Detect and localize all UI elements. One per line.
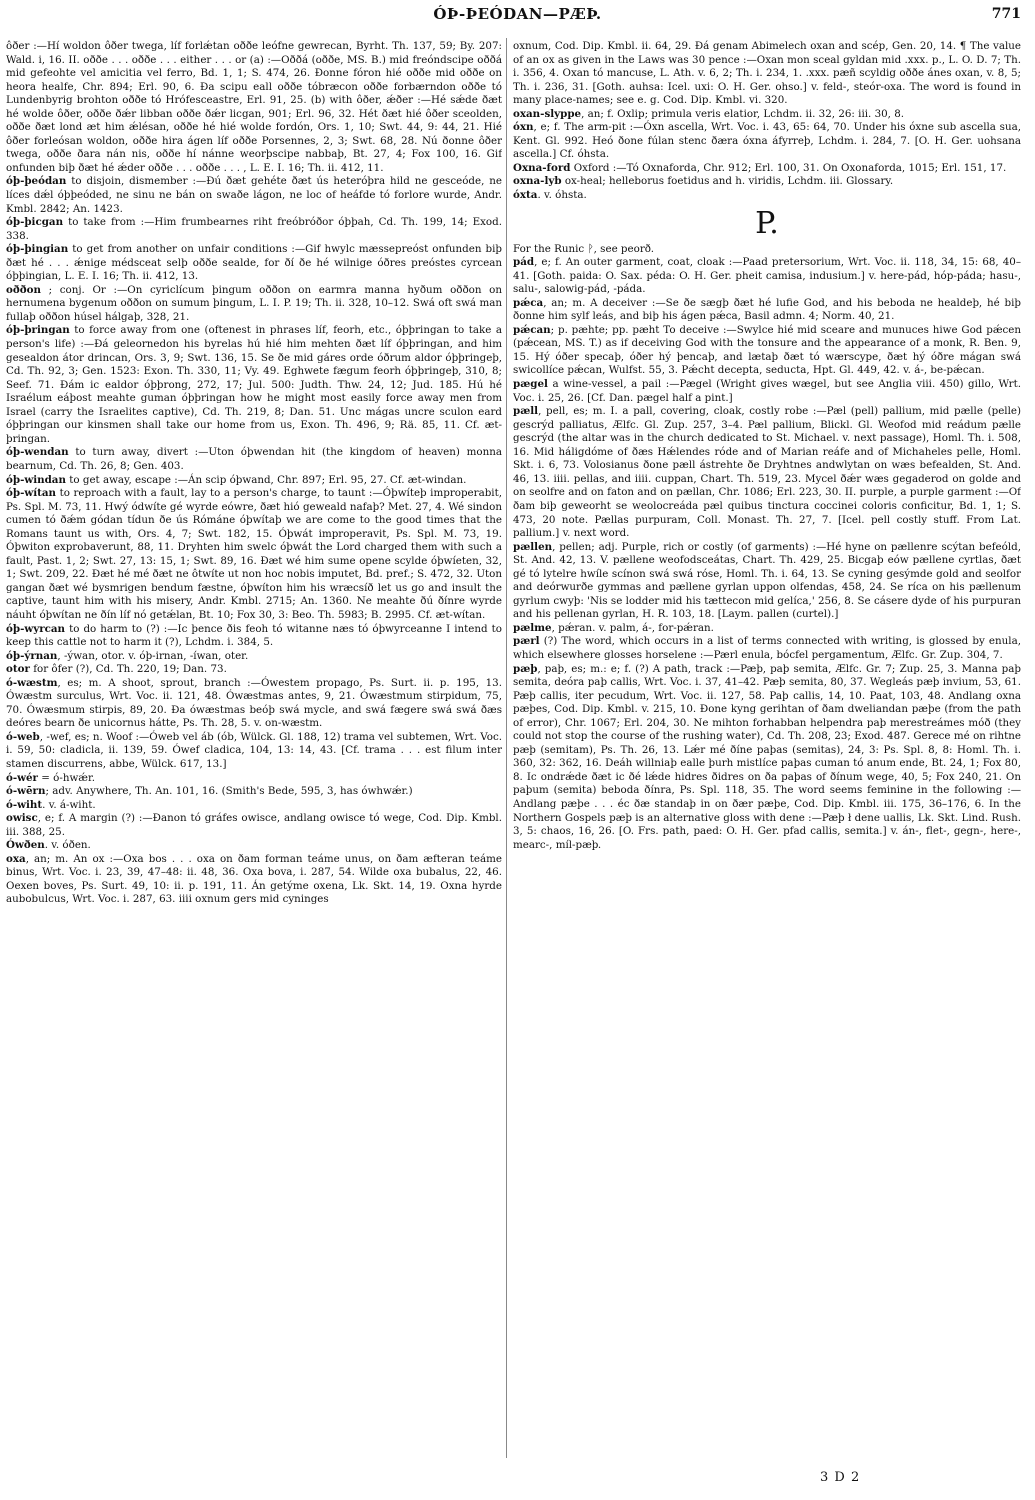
headword: óxta [513, 189, 538, 202]
headword: ó-web [6, 730, 40, 743]
entry-body: ; p. pæhte; pp. pæht To deceive :—Swylce hié mid sceare and munuces hiwe God pǽcen (pǽcean, MS. T.) as if deceiving God with the tonsure and the appearance of a monk, R. Ben. 9, 15. Hý óðer specaþ, óðer hý þencaþ, and lætaþ ðæt tó wærscype, ðæt hý óðre mágan swá swicollíce pǽcan, Wulfst. 55, 3. Pǽcht decepta, seducta, Hpt. Gl. 449, 42. v. á-, be-pǽcan. [513, 323, 1021, 377]
dictionary-entry [6, 487, 502, 622]
page-header [0, 0, 1035, 28]
entry-body: . v. óhsta. [537, 189, 587, 202]
headword: ó-wērn [6, 785, 46, 798]
headword: óþ-ýrnan [6, 649, 58, 662]
entry-body: ; conj. Or :—On cyriclícum þingum oððon on earmra manna hyðum oððon on hernumena bygenum oððon on sumum þingum, L. I. P. 19; Th. ii. 328, 10–12. Swá oft swá man fullaþ oððon húsel hálgaþ, 328, 21. [6, 283, 502, 323]
headword: pád [513, 256, 535, 269]
dictionary-entry [6, 785, 502, 799]
entry-body: to get from another on unfair conditions :—Gif hwylc mæssepreóst onfunden biþ ðæt hé . . . ǽnige médsceat selþ oððe sealde, for ðí ðe hé wilnige óðres preóstes cyrcean óþþingian, L. E. I. 16; Th. ii. 412, 13. [6, 243, 502, 283]
headword: pǽcan [513, 323, 551, 336]
entry-body: a wine-vessel, a pail :—Pægel (Wright gives wægel, but see Anglia viii. 450) gillo, Wrt. Voc. i. 25, 26. [Cf. Dan. pægel half a pint.] [513, 378, 1021, 404]
entry-body: , an; m. An ox :—Oxa bos . . . oxa on ðam forman teáme unus, on ðam æfteran teáme binus, Wrt. Voc. i. 23, 39, 47–48: ii. 48, 36. Oxa bova, i. 287, 54. Wilde oxa bubalus, 22, 46. Oexen boves, Ps. Surt. 49, 10: ii. p. 191, 11. Án getýme oxena, Lk. Skt. 14, 19. Oxna hyrde aubobulcus, Wrt. Voc. i. 287, 63. iiii oxnum gers mid cyninges [6, 852, 502, 906]
dictionary-entry [6, 663, 502, 677]
entry-body: for ôfer (?), Cd. Th. 220, 19; Dan. 73. [29, 663, 227, 676]
signature-mark: 3 D 2 [820, 1470, 861, 1485]
entry-body: . v. á-wiht. [42, 798, 96, 811]
dictionary-entry [6, 650, 502, 664]
headword: pællen [513, 540, 553, 553]
entry-body: , e; f. A margin (?) :—Ðanon tó gráfes owisce, andlang owisce tó wege, Cod. Dip. Kmbl. iii. 388, 25. [6, 812, 502, 838]
entry-body: , e; f. An outer garment, coat, cloak :—Paad pretersorium, Wrt. Voc. ii. 118, 34, 15: 68, 40–41. [Goth. paida: O. Sax. péda: O. H. Ger. pheit camisa, indusium.] v. here-pád, hóp-páda; hasu-, salu-, salowig-pád, -páda. [513, 256, 1021, 296]
headword: óþ-wyrcan [6, 622, 66, 635]
entry-body: , paþ, es; m.: e; f. (?) A path, track :—Pæþ, paþ semita, Ælfc. Gr. 7; Zup. 25, 3. Manna paþ semita, deóra paþ callis, Wrt. Voc. i. 37, 41–42. Pæþ semita, 80, 37. Wegleás pæþ invium, 53, 61. Pæþ callis, iter pecudum, Wrt. Voc. ii. 127, 58. Paþ callis, 14, 10. Paat, 103, 48. Andlang oxna pæþes, Cod. Dip. Kmbl. v. 215, 10. Ðone kyng gerihtan of ðam dweliandan pæþe (from the path of error), Chr. 1067; Erl. 204, 30. Ne mihton forhabban helpendra paþ merestreámes móð (they could not stop the course of the rushing water), Cd. Th. 208, 23; Exod. 487. Gerece mé on rihtne pæþ (semitam), Ps. Th. 26, 13. Lǽr mé ðíne paþas (semitas), 24, 3: Ps. Spl. 8, 8: Homl. Th. i. 360, 32: 362, 16. Deáh willniaþ ealle þurh mistlíce paþas cuman tó anum ende, Bt. 24, 1; Fox 80, 8. Ic ondrǽde ðæt ic ðé lǽde hidres ðidres on ða paþas of ðínum wege, 40, 5; Fox 240, 21. On paþum (semita) beboda ðínra, Ps. Spl. 118, 35. The word seems feminine in the following :—Andlang pæþe . . . éc ðæ standaþ in on ðær pæþe, Cod. Dip. Kmbl. iii. 175, 36–176, 6. In the Northern Gospels pæþ is an alternative gloss with dene :—Pæþ ł dene uallis, Lk. Skt. Lind. Rush. 3, 5: chaos, 16, 26. [O. Frs. path, paed: O. H. Ger. pfad callis, semita.] v. án-, flet-, gegn-, here-, mearc-, míl-pæþ. [513, 662, 1021, 851]
entry-body: , pell, es; m. I. a pall, covering, cloak, costly robe :—Pæl (pell) pallium, mid pælle (pelle) gescrýd palliatus, Ælfc. Gl. Zup. 257, 3–4. Pæl pallium, Blickl. Gl. Weofod mid reádum pælle gescrýd (the altar was in the church dedicated to St. Michael. v. next passage), Homl. Th. i. 508, 16. Mid háligdóme of ðæs Hǽlendes róde and of Marian reáfe and of Michaheles pelle, Homl. Skt. i. 6, 73. Volosianus ðone pæll ástrehte ðe Dryhtnes andwlytan on wæs befealden, St. And. 46, 13. iiii. pellas, and iiii. cuppan, Chart. Th. 519, 23. Mycel ðǽr wæs gegaderod on golde and on seolfre and on faton and on pællan, Chr. 1086; Erl. 223, 30. II. purple, a purple garment :—Of ðam biþ geweorht se weolocreáda pæl quibus tinctura coccinei coloris conficitur, Bd. 1, 1; S. 473, 20 note. Pællas purpuram, Coll. Monast. Th. 27, 7. [Icel. pell costly stuff. From Lat. pallium.] v. next word. [513, 405, 1021, 540]
dictionary-entry [513, 108, 1021, 122]
entry-body: (?) The word, which occurs in a list of terms connected with writing, is glossed by enula, which elsewhere glosses horselene :—Pærl enula, bócfel pergamentum, Ælfc. Gr. Zup. 304, 7. [513, 635, 1021, 661]
entry-body: , -ýwan, otor. v. óþ-irnan, -íwan, oter. [57, 649, 249, 662]
entry-body: For the Runic ᚹ, see peorð. [513, 242, 655, 255]
entry-body: , pellen; adj. Purple, rich or costly (of garments) :—Hé hyne on pællenre scýtan befeóld, St. And. 42, 13. V. pællene weofodsceátas, Chart. Th. 429, 25. Bicgaþ eów pællene cyrtlas, ðæt gé tó lytelre hwíle scínon swá swá róse, Homl. Th. i. 64, 13. Se cyning gesýmde gold and seolfor and deórwurðe gymmas and pællene gyrlan uppon olfendas, 458, 24. Se ríca on his pællenum gyrlum cwyþ: 'Nis se lodder mid his tættecon mid gelíca,' 256, 8. Se cásere dyde of his purpuran and his pellenan gyrlan, H. R. 103, 18. [Laym. pallen (curtel).] [513, 540, 1021, 621]
headword: ó-wiht [6, 798, 43, 811]
entry-body: , pǽran. v. palm, á-, for-pǽran. [551, 621, 714, 634]
dictionary-entry [513, 175, 1021, 189]
headword: óþ-wendan [6, 446, 69, 459]
dictionary-entry [6, 243, 502, 284]
dictionary-entry [6, 677, 502, 731]
dictionary-entry [6, 853, 502, 907]
entry-body: to force away from one (oftenest in phrases líf, feorh, etc., óþþringan to take a person's life) :—Ðá geleornedon his byrelas hú hié him mehten ðæt líf óþþringan, and him gesealdon átor drincan, Ors. 3, 9; Swt. 136, 15. Se ðe mid gáres orde óðrum aldor óþþringeþ, Cd. Th. 92, 3; Gen. 1523: Exon. Th. 330, 11; Vy. 49. Eghwete fægum feorh óþþringeþ, 310, 8; Seef. 71. Ðám ic ealdor óþþrong, 272, 17; Jul. 500: Judth. Thw. 24, 12; Jud. 185. Hú hé Israélum eáþost meahte guman óþþringan how he might most easily force away men from Israel (carry the Israelites captive), Cd. Th. 219, 8; Dan. 51. Unc mágas uncre sculon eard óþþringan our kinsmen shall take our home from us, Exon. Th. 496, 9; Rä. 85, 11. Cf. æt-þringan. [6, 324, 502, 445]
dictionary-entry [6, 731, 502, 772]
entry-body: to take from :—Him frumbearnes riht freóbróðor óþþah, Cd. Th. 199, 14; Exod. 338. [6, 216, 502, 242]
entry-body: . v. óðen. [44, 839, 91, 852]
headword: oððon [6, 283, 41, 296]
dictionary-entry [513, 622, 1021, 636]
entry-body: ôðer :—Hí woldon ôðer twega, líf forlǽtan oððe leófne gewrecan, Byrht. Th. 137, 59; By. 207: Wald. i, 16. II. oððe . . . oððe . . . either . . . or (a) :—Oððá (oððe, MS. B.) mid freóndscipe oððá mid gefeohte vel amicitia vel ferro, Bd. 1, 1; S. 474, 26. Ðonne fóron hié oððe mid oððe on heora healfe, Chr. 894; Erl. 90, 6. Ða scipu eall oððe tóbræcon oððe forbærndon oððe tó Lundenbyrig brohton oððe tó Hrófesceastre, Erl. 91, 25. (b) with ôðer, ǽðer :—Hé sǽde ðæt hé wolde ôðer, oððe ðǽr libban oððe ðǽr licgan, 901; Erl. 96, 32. Hét ðæt hié ôðer sceolden, oððe ðæt lond æt him ǽlésan, oððe hé hié wolde fordón, Ors. 1, 10; Swt. 44, 9: 44, 21. Hié ôðer forleósan woldon, oððe hira ágen líf oððe Porsennes, 2, 3; Swt. 68, 28. Nú ðonne ôðer twega, oððe ðara nán nis, oððe hí nánne weorþscipe nabbaþ, Bt. 27, 4; Fox 100, 16. Gif onfunden biþ ðæt hé ǽder oððe . . . oððe . . . , L. E. I. 16; Th. ii. 412, 11. [6, 40, 502, 174]
dictionary-entry [513, 40, 1021, 108]
dictionary-entry [6, 799, 502, 813]
headword: óþ-wítan [6, 487, 57, 500]
entry-body: to disjoin, dismember :—Ðú ðæt gehéte ðæt ús heteróþra hild ne gesceóde, ne líces dǽl óþþeóded, ne sinu ne bán on swaðe lágon, ne loc of heáfde tó forlore wurde, Andr. Kmbl. 2842; An. 1423. [6, 175, 502, 215]
entry-body: ox-heal; helleborus foetidus and h. viridis, Lchdm. iii. Glossary. [561, 175, 894, 188]
headword: oxa [6, 852, 26, 865]
dictionary-entry [513, 378, 1021, 405]
dictionary-entry [513, 256, 1021, 297]
entry-body: , -wef, es; n. Woof :—Óweb vel áb (ób, Wülck. Gl. 188, 12) trama vel subtemen, Wrt. Voc. i. 59, 50: cladicla, ii. 139, 59. Ówef cladica, 104, 13: 14, 43. [Cf. trama . . . est filum inter stamen discurrens, abbe, Wülck. 617, 13.] [6, 730, 502, 770]
dictionary-entry [513, 635, 1021, 662]
dictionary-entry [6, 474, 502, 488]
entry-body: , an; f. Oxlip; primula veris elatior, Lchdm. ii. 32, 26: iii. 30, 8. [581, 107, 905, 120]
page-number: 771 [991, 6, 1021, 22]
headword: Oxna-ford [513, 161, 571, 174]
headword: ó-wæstm [6, 676, 58, 689]
headword: pæll [513, 405, 539, 418]
dictionary-entry [513, 663, 1021, 853]
dictionary-entry [513, 243, 1021, 257]
dictionary-entry [513, 541, 1021, 622]
headword: pærl [513, 635, 540, 648]
dictionary-entry [513, 405, 1021, 540]
headword: óþ-þingian [6, 243, 69, 256]
headword: óþ-þringan [6, 324, 70, 337]
dictionary-entry [513, 121, 1021, 162]
dictionary-entry [513, 324, 1021, 378]
headword: pælme [513, 621, 552, 634]
headword: óþ-þeódan [6, 175, 67, 188]
headword: pæþ [513, 662, 538, 675]
headword: ó-wér [6, 771, 38, 784]
headword: óxn [513, 121, 534, 134]
headword: óþ-windan [6, 473, 66, 486]
column-divider [506, 38, 507, 1458]
entry-body: Oxford :—Tó Oxnaforda, Chr. 912; Erl. 100, 31. On Oxonaforda, 1015; Erl. 151, 17. [570, 161, 1007, 174]
headword: Ówðen [6, 839, 45, 852]
dictionary-entry [6, 812, 502, 839]
running-title: ÓÞ-ÞEÓDAN—PÆÞ. [433, 5, 602, 23]
dictionary-entry [6, 623, 502, 650]
dictionary-entry [6, 324, 502, 446]
entry-body: to reproach with a fault, lay to a person's charge, to taunt :—Óþwíteþ improperabit, Ps. Spl. M. 73, 11. Hwý ódwíte gé wyrde eówre, ðæt hió geweald nafaþ? Met. 27, 4. Wé sindon cumen tó ðǽm gódan tídun ðe ús Rómáne óþwítaþ we are come to the good times that the Romans taunt us with, Ors. 4, 7; Swt. 182, 15. Óþwát improperavit, Ps. Spl. M. 73, 19. Óþwiton exprobaverunt, 88, 11. Dryhten him swelc óþwát the Lord charged them with such a fault, Past. 1, 2; Swt. 27, 13: 15, 1; Swt. 89, 16. Ðæt wé him sume opene scylde óþwíeten, 32, 1; Swt. 209, 22. Ðæt hé mé ðæt ne ôtwíte ut non hoc nobis imputet, Bd. pref.; S. 472, 32. Uton gangan ðæt wé bysmrigen bendum fæstne, óþwíton him his wræcsíð let us go and insult the captive, taunt him with his misery, Andr. Kmbl. 2715; An. 1360. Ne meahte ðú ðínre wyrde náuht óþwítan ne ðín líf nó getǽlan, Bt. 10; Fox 30, 3: Beo. Th. 5983; B. 2995. Cf. æt-wítan. [6, 487, 502, 621]
dictionary-entry [6, 839, 502, 853]
headword: pǽca [513, 296, 544, 309]
entry-body: oxnum, Cod. Dip. Kmbl. ii. 64, 29. Ðá genam Abimelech oxan and scép, Gen. 20, 14. ¶ The value of an ox as given in the Laws was 30 pence :—Oxan mon sceal gyldan mid .xxx. p., L. O. D. 7; Th. i. 356, 4. Oxan tó mancuse, L. Ath. v. 6, 2; Th. i. 234, 1. .xxx. pæñ scyldig oððe ánes oxan, v. 8, 5; Th. i. 236, 31. [Goth. auhsa: Icel. uxi: O. H. Ger. ohso.] v. feld-, steór-oxa. The word is found in many place-names; see e. g. Cod. Dip. Kmbl. vi. 320. [513, 40, 1021, 107]
section-letter: P. [755, 205, 779, 241]
entry-body: to turn away, divert :—Uton óþwendan hit (the kingdom of heaven) monna bearnum, Cd. Th. 26, 8; Gen. 403. [6, 446, 502, 472]
headword: oxan-slyppe [513, 107, 582, 120]
left-column [6, 40, 502, 1450]
entry-body: to do harm to (?) :—Ic þence ðis feoh tó witanne næs tó óþwyrceanne I intend to keep this cattle not to harm it (?), Lchdm. i. 384, 5. [6, 622, 502, 649]
entry-body: , e; f. The arm-pit :—Óxn ascella, Wrt. Voc. i. 43, 65: 64, 70. Under his óxne sub ascella sua, Kent. Gl. 992. Heó ðone fúlan stenc ðæra óxna áfyrreþ, Lchdm. i. 284, 7. [O. H. Ger. uohsana ascella.] Cf. óhsta. [513, 121, 1021, 161]
right-column [513, 40, 1021, 1450]
entry-body: , es; m. A shoot, sprout, branch :—Ówestem propago, Ps. Surt. ii. p. 195, 13. Ówæstm surculus, Wrt. Voc. ii. 121, 48. Ówæstmas antes, 9, 21. Ówæstmum stirpidum, 75, 70. Ówæsmum stirpis, 89, 20. Ða ówæstmas beóþ swá mycle, and swá fægere swá swá ðæs deóres bearn ðe unicornus hátte, Ps. Th. 28, 5. v. on-wæstm. [6, 676, 502, 730]
entry-body: , an; m. A deceiver :—Se ðe sægþ ðæt hé lufie God, and his beboda ne healdeþ, hé biþ ðonne him sylf leás, and biþ his ágen pǽca, Basil admn. 4; Norm. 40, 21. [513, 296, 1021, 323]
dictionary-entry [6, 446, 502, 473]
dictionary-entry [513, 297, 1021, 324]
headword: owisc [6, 812, 38, 825]
headword: pægel [513, 378, 548, 391]
entry-body: = ó-hwǽr. [37, 771, 96, 784]
dictionary-entry [6, 40, 502, 175]
dictionary-entry [6, 216, 502, 243]
dictionary-entry [513, 162, 1021, 176]
headword: oxna-lyb [513, 175, 562, 188]
entry-body: ; adv. Anywhere, Th. An. 101, 16. (Smith's Bede, 595, 3, has ówhwǽr.) [45, 785, 413, 798]
headword: otor [6, 663, 30, 676]
dictionary-entry [513, 189, 1021, 203]
entry-body: to get away, escape :—Án scip óþwand, Chr. 897; Erl. 95, 27. Cf. æt-windan. [65, 473, 467, 486]
dictionary-entry [6, 284, 502, 325]
headword: óþ-þicgan [6, 216, 64, 229]
dictionary-entry [6, 175, 502, 216]
dictionary-entry [6, 772, 502, 786]
